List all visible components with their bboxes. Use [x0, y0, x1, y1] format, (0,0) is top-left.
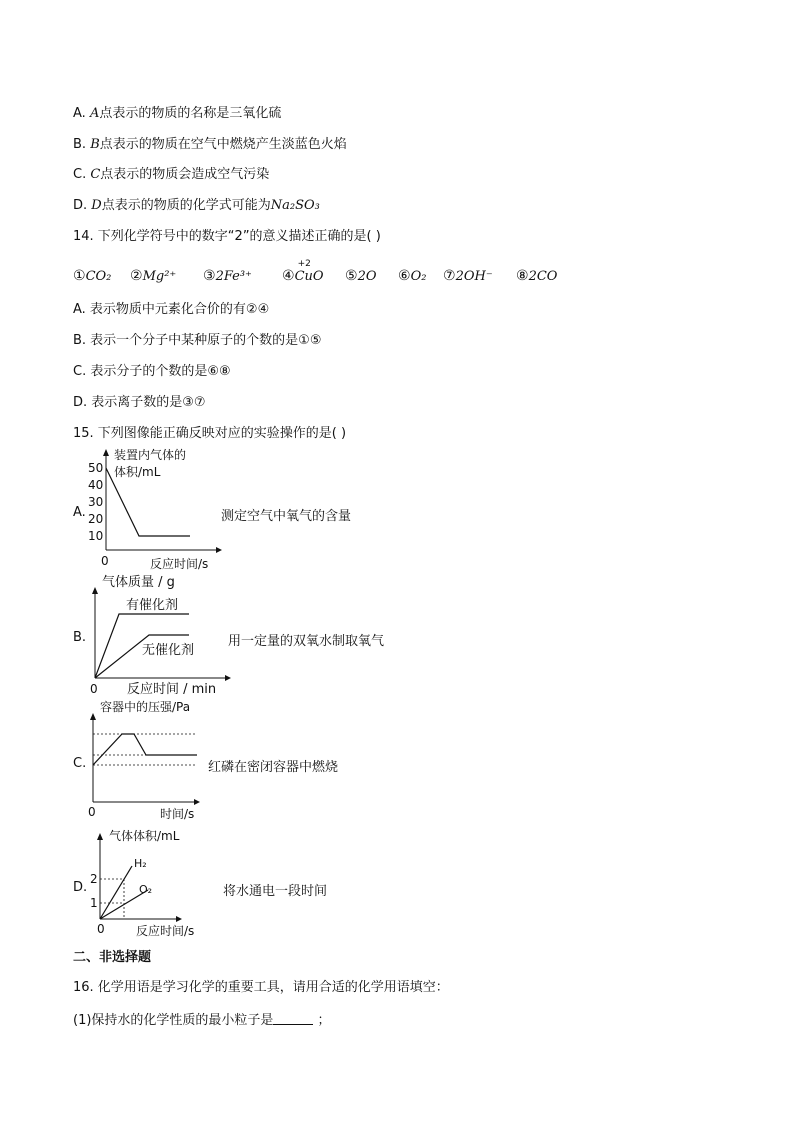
origin-label: 0: [97, 922, 105, 936]
chart-d: [84, 826, 229, 942]
legend-catalyst: 有催化剂: [126, 598, 179, 613]
y-tick-10: 10: [88, 529, 104, 543]
x-axis-arrow: [194, 799, 200, 805]
x-axis-arrow: [225, 675, 231, 681]
legend-no-catalyst: 无催化剂: [142, 643, 195, 658]
y-label: 气体质量 / g: [102, 575, 175, 590]
q14-option-c: C. 表示分子的个数的是⑥⑧: [73, 364, 231, 379]
y-label-line2: 体积/mL: [114, 465, 161, 479]
section-title: 二、非选择题: [73, 950, 152, 965]
symbol-7: ⑦2OH⁻: [443, 268, 493, 284]
q15-label-a: A.: [73, 505, 86, 520]
legend-h2: H₂: [134, 857, 147, 870]
q15-stem: 15. 下列图像能正确反映对应的实验操作的是( ): [73, 426, 347, 441]
q16-part-1: (1)保持水的化学性质的最小粒子是 ；: [73, 1013, 331, 1028]
y-label-line1: 装置内气体的: [114, 448, 187, 462]
x-axis-arrow: [176, 916, 182, 922]
y-tick-30: 30: [88, 495, 104, 509]
origin-label: 0: [88, 805, 96, 819]
x-label: 反应时间/s: [136, 924, 195, 938]
q15-label-c: C.: [73, 756, 87, 771]
symbol-5: ⑤2O: [345, 268, 377, 284]
q13-option-a: A. A点表示的物质的名称是三氧化硫: [73, 106, 282, 121]
x-label: 反应时间/s: [150, 557, 209, 571]
q14-stem: 14. 下列化学符号中的数字“2”的意义描述正确的是( ): [73, 229, 381, 244]
symbol-4: ④ +2 CuO: [282, 259, 324, 284]
y-label: 容器中的压强/Pa: [100, 700, 191, 714]
x-label: 反应时间 / min: [127, 682, 217, 697]
q15-desc-c: 红磷在密闭容器中燃烧: [208, 760, 339, 775]
chart-b: [84, 572, 234, 698]
origin-label: 0: [90, 682, 98, 696]
q15-desc-d: 将水通电一段时间: [223, 884, 328, 899]
symbol-3: ③2Fe³⁺: [203, 268, 252, 284]
y-axis-arrow: [97, 833, 103, 840]
q16-stem: 16. 化学用语是学习化学的重要工具，请用合适的化学用语填空：: [73, 980, 449, 995]
series-h2: [100, 866, 132, 919]
q13-option-c: C. C点表示的物质会造成空气污染: [73, 167, 270, 182]
y-tick-40: 40: [88, 478, 104, 492]
q14-option-b: B. 表示一个分子中某种原子的个数的是①⑤: [73, 333, 322, 348]
y-tick-50: 50: [88, 461, 104, 475]
x-label: 时间/s: [160, 807, 195, 821]
q15-desc-a: 测定空气中氧气的含量: [221, 509, 352, 524]
symbol-1: ①CO₂: [73, 268, 112, 284]
y-tick-2: 2: [90, 872, 98, 886]
q14-option-d: D. 表示离子数的是③⑦: [73, 395, 206, 410]
symbol-2: ②Mg²⁺: [130, 268, 177, 284]
legend-o2: O₂: [139, 883, 153, 896]
q14-option-a: A. 表示物质中元素化合价的有②④: [73, 302, 270, 317]
symbol-6: ⑥O₂: [398, 268, 427, 284]
y-label: 气体体积/mL: [109, 829, 180, 843]
y-tick-1: 1: [90, 896, 98, 910]
y-tick-20: 20: [88, 512, 104, 526]
symbol-8: ⑧2CO: [516, 268, 558, 284]
x-axis-arrow: [216, 547, 222, 553]
origin-label: 0: [101, 554, 109, 568]
y-axis-arrow: [90, 713, 96, 720]
q15-desc-b: 用一定量的双氧水制取氧气: [228, 634, 385, 649]
series-pressure: [93, 734, 197, 765]
q13-option-d: D. D点表示的物质的化学式可能为Na₂SO₃: [73, 198, 320, 213]
y-axis-arrow: [92, 587, 98, 594]
chart-a: [84, 446, 224, 571]
valence-label: +2: [297, 259, 311, 269]
y-axis-arrow: [103, 449, 109, 456]
answer-blank[interactable]: [273, 1012, 313, 1025]
chart-c: [84, 698, 209, 824]
q13-option-b: B. B点表示的物质在空气中燃烧产生淡蓝色火焰: [73, 137, 347, 152]
q15-label-d: D.: [73, 880, 88, 895]
q15-label-b: B.: [73, 630, 87, 645]
